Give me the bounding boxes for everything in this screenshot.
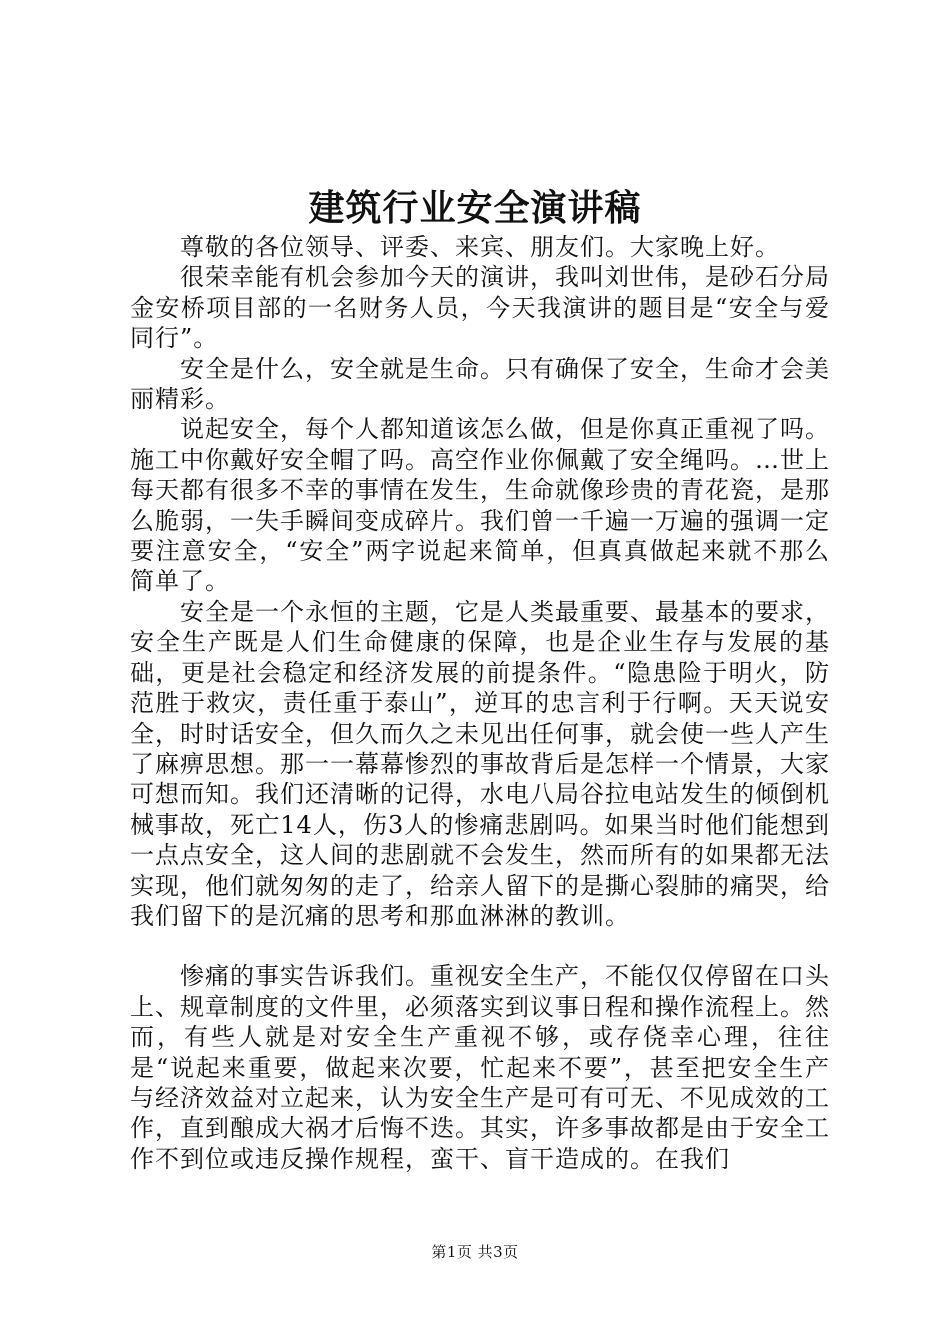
page-number-footer: 第1页 共3页 <box>431 1243 519 1261</box>
paragraph-safety-is-life: 安全是什么，安全就是生命。只有确保了安全，生命才会美丽精彩。 <box>130 354 830 414</box>
paragraph-spacer <box>130 931 830 961</box>
paragraph-painful-facts: 惨痛的事实告诉我们。重视安全生产，不能仅仅停留在口头上、规章制度的文件里，必须落实到议事日程和操作流程上。然而，有些人就是对安全生产重视不够，或存侥幸心理，往往是“说起来重要，做起来次要，忙起来不要”，甚至把安全生产与经济效益对立起来，认为安全生产是可有可无、不见成效的工作，直到酿成大祸才后悔不迭。其实，许多事故都是由于安全工作不到位或违反操作规程，蛮干、盲干造成的。在我们 <box>130 962 830 1173</box>
paragraph-introduction: 很荣幸能有机会参加今天的演讲，我叫刘世伟，是砂石分局金安桥项目部的一名财务人员，今天我演讲的题目是“安全与爱同行”。 <box>130 263 830 353</box>
document-title: 建筑行业安全演讲稿 <box>308 187 642 229</box>
document-body <box>130 232 830 1174</box>
paragraph-speaking-of-safety: 说起安全，每个人都知道该怎么做，但是你真正重视了吗。施工中你戴好安全帽了吗。高空作业你佩戴了安全绳吗。…世上每天都有很多不幸的事情在发生，生命就像珍贵的青花瓷，是那么脆弱，一失手瞬间变成碎片。我们曾一千遍一万遍的强调一定要注意安全，“安全”两字说起来简单，但真真做起来就不那么简单了。 <box>130 415 830 596</box>
paragraph-eternal-theme: 安全是一个永恒的主题，它是人类最重要、最基本的要求，安全生产既是人们生命健康的保障，也是企业生存与发展的基础，更是社会稳定和经济发展的前提条件。“隐患险于明火，防范胜于救灾，责任重于泰山”，逆耳的忠言利于行啊。天天说安全，时时话安全，但久而久之未见出任何事，就会使一些人产生了麻痹思想。那一一幕幕惨烈的事故背后是怎样一个情景，大家可想而知。我们还清晰的记得，水电八局谷拉电站发生的倾倒机械事故，死亡14人，伤3人的惨痛悲剧吗。如果当时他们能想到一点点安全，这人间的悲剧就不会发生，然而所有的如果都无法实现，他们就匆匆的走了，给亲人留下的是撕心裂肺的痛哭，给我们留下的是沉痛的思考和那血淋淋的教训。 <box>130 597 830 930</box>
paragraph-greeting: 尊敬的各位领导、评委、来宾、朋友们。大家晚上好。 <box>180 233 780 261</box>
